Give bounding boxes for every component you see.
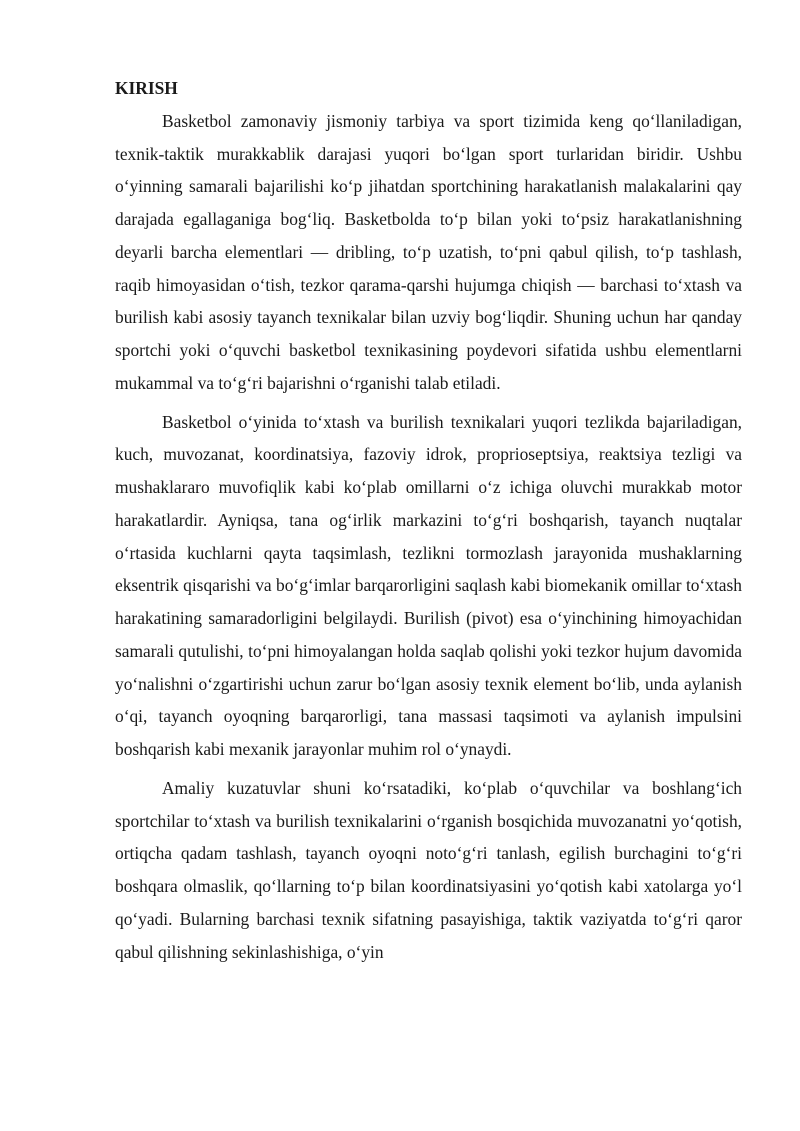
document-body	[115, 72, 742, 968]
paragraph: Basketbol zamonaviy jismoniy tarbiya va sport tizimida keng qo‘llaniladigan, texnik-taktik murakkablik darajasi yuqori bo‘lgan sport turlaridan biridir. Ushbu o‘yinning samarali bajarilishi ko‘p jihatdan sportchining harakatlanish malakalarini qay darajada egallaganiga bog‘liq. Basketbolda to‘p bilan yoki to‘psiz harakatlanishning deyarli barcha elementlari — dribling, to‘p uzatish, to‘pni qabul qilish, to‘p tashlash, raqib himoyasidan o‘tish, tezkor qarama-qarshi hujumga chiqish — barchasi to‘xtash va burilish kabi asosiy tayanch texnikalar bilan uzviy bog‘liqdir. Shuning uchun har qanday sportchi yoki o‘quvchi basketbol texnikasining poydevori sifatida ushbu elementlarni mukammal va to‘g‘ri bajarishni o‘rganishi talab etiladi.	[115, 110, 742, 393]
section-heading: KIRISH	[115, 78, 178, 98]
paragraph: Amaliy kuzatuvlar shuni ko‘rsatadiki, ko‘plab o‘quvchilar va boshlang‘ich sportchilar to‘xtash va burilish texnikalarini o‘rganish bosqichida muvozanatni yo‘qotish, ortiqcha qadam tashlash, tayanch oyoqni noto‘g‘ri tanlash, egilish burchagini to‘g‘ri boshqara olmaslik, qo‘llarning to‘p bilan koordinatsiyasini yo‘qotish kabi xatolarga yo‘l qo‘yadi. Bularning barchasi texnik sifatning pasayishiga, taktik vaziyatda to‘g‘ri qaror qabul qilishning sekinlashishiga, o‘yin	[115, 777, 742, 962]
paragraph: Basketbol o‘yinida to‘xtash va burilish texnikalari yuqori tezlikda bajariladigan, kuch, muvozanat, koordinatsiya, fazoviy idrok, proprioseptsiya, reaktsiya tezligi va mushaklararo muvofiqlik kabi ko‘plab omillarni o‘z ichiga oluvchi murakkab motor harakatlardir. Ayniqsa, tana og‘irlik markazini to‘g‘ri boshqarish, tayanch nuqtalar o‘rtasida kuchlarni qayta taqsimlash, tezlikni tormozlash jarayonida mushaklarning eksentrik qisqarishi va bo‘g‘imlar barqarorligini saqlash kabi biomekanik omillar to‘xtash harakatining samaradorligini belgilaydi. Burilish (pivot) esa o‘yinchining himoyachidan samarali qutulishi, to‘pni himoyalangan holda saqlab qolishi yoki tezkor hujum davomida yo‘nalishni o‘zgartirishi uchun zarur bo‘lgan asosiy texnik element bo‘lib, unda aylanish o‘qi, tayanch oyoqning barqarorligi, tana massasi taqsimoti va aylanish impulsini boshqarish kabi mexanik jarayonlar muhim rol o‘ynaydi.	[115, 411, 742, 759]
